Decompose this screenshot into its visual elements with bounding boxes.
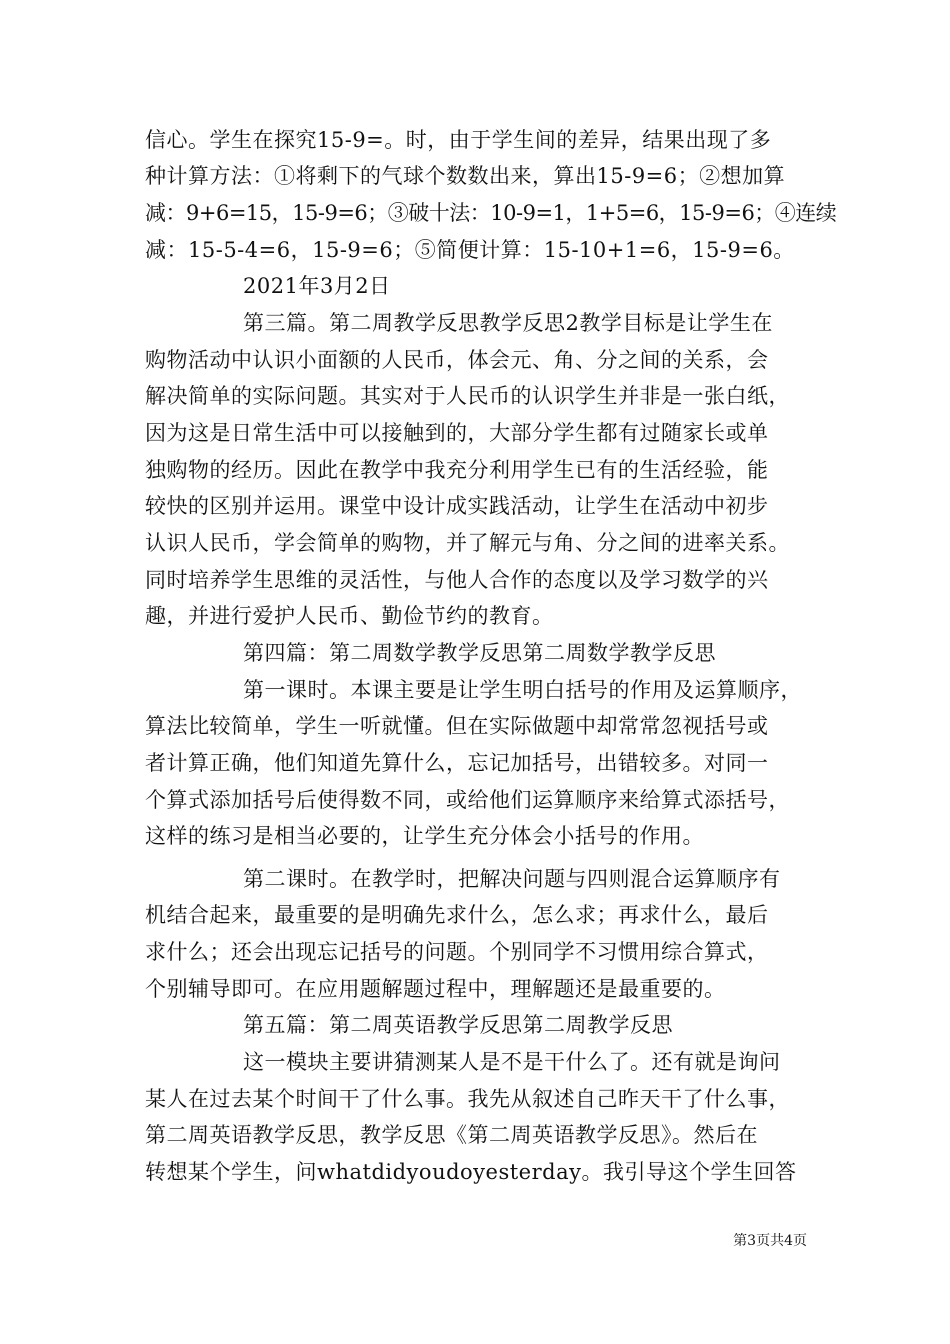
body-line: 减：9+6=15，15-9=6；③破十法：10-9=1，1+5=6，15-9=6；④连续 — [145, 201, 837, 225]
body-line: 独购物的经历。因此在教学中我充分利用学生已有的生活经验，能 — [145, 458, 769, 482]
body-line: 种计算方法：①将剩下的气球个数数出来，算出15-9=6；②想加算 — [145, 164, 786, 188]
body-line: 个算式添加括号后使得数不同，或给他们运算顺序来给算式添括号， — [145, 788, 790, 812]
body-line: 解决简单的实际问题。其实对于人民币的认识学生并非是一张白纸， — [145, 384, 790, 408]
body-line: 个别辅导即可。在应用题解题过程中，理解题还是最重要的。 — [145, 977, 726, 1001]
body-line: 算法比较简单，学生一听就懂。但在实际做题中却常常忽视括号或 — [145, 714, 769, 738]
body-line: 机结合起来，最重要的是明确先求什么，怎么求；再求什么，最后 — [145, 903, 769, 927]
body-line: 认识人民币，学会简单的购物，并了解元与角、分之间的进率关系。 — [145, 531, 790, 555]
body-line: 趣，并进行爱护人民币、勤俭节约的教育。 — [145, 604, 554, 628]
body-line: 信心。学生在探究15-9=。时，由于学生间的差异，结果出现了多 — [145, 128, 772, 152]
body-line: 这一模块主要讲猜测某人是不是干什么了。还有就是询问 — [243, 1050, 781, 1074]
body-line: 同时培养学生思维的灵活性，与他人合作的态度以及学习数学的兴 — [145, 568, 769, 592]
section-heading-5: 第五篇：第二周英语教学反思第二周教学反思 — [243, 1013, 673, 1037]
body-line: 购物活动中认识小面额的人民币，体会元、角、分之间的关系，会 — [145, 348, 769, 372]
body-line: 较快的区别并运用。课堂中设计成实践活动，让学生在活动中初步 — [145, 494, 769, 518]
body-line: 第二课时。在教学时，把解决问题与四则混合运算顺序有 — [243, 867, 781, 891]
body-line: 某人在过去某个时间干了什么事。我先从叙述自己昨天干了什么事， — [145, 1087, 790, 1111]
body-line: 转想某个学生，问whatdidyoudoyesterday。我引导这个学生回答 — [145, 1160, 797, 1184]
body-line: 求什么；还会出现忘记括号的问题。个别同学不习惯用综合算式， — [145, 940, 769, 964]
body-line: 者计算正确，他们知道先算什么，忘记加括号，出错较多。对同一 — [145, 751, 769, 775]
body-line: 因为这是日常生活中可以接触到的，大部分学生都有过随家长或单 — [145, 421, 769, 445]
body-line: 减：15-5-4=6，15-9=6；⑤简便计算：15-10+1=6，15-9=6。 — [145, 238, 795, 262]
section-heading-4: 第四篇：第二周数学教学反思第二周数学教学反思 — [243, 641, 716, 665]
section-heading-3: 第三篇。第二周教学反思教学反思2教学目标是让学生在 — [243, 311, 773, 335]
page-number-footer: 第3页共4页 — [733, 1233, 807, 1249]
body-line: 这样的练习是相当必要的，让学生充分体会小括号的作用。 — [145, 824, 704, 848]
body-line: 第一课时。本课主要是让学生明白括号的作用及运算顺序， — [243, 678, 802, 702]
body-line: 第二周英语教学反思，教学反思《第二周英语教学反思》。然后在 — [145, 1123, 758, 1147]
date-line: 2021年3月2日 — [243, 274, 391, 298]
